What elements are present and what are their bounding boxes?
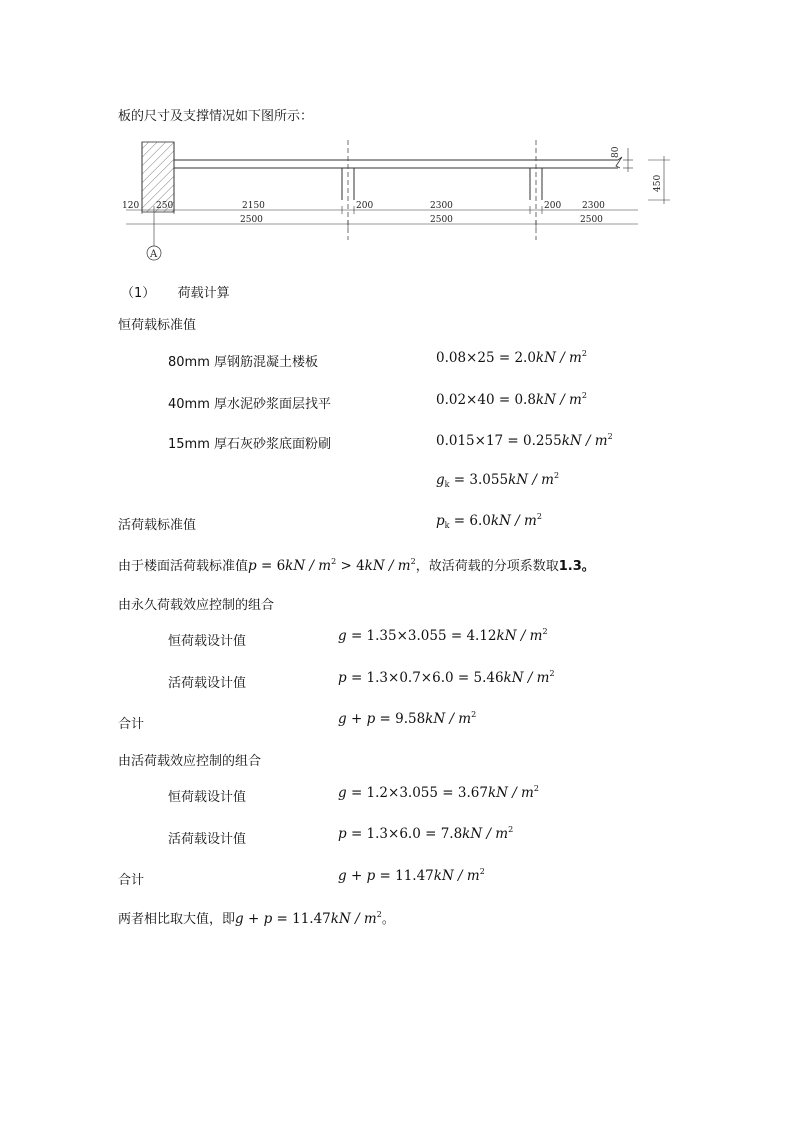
dim-250: 250 bbox=[156, 201, 174, 211]
section-heading bbox=[121, 282, 230, 301]
slab-support-diagram bbox=[118, 130, 678, 270]
dead-load-label-2: 40mm 厚水泥砂浆面层找平 bbox=[168, 397, 332, 412]
dim-2500-c: 2500 bbox=[580, 215, 603, 225]
combo2-total-expr: $g + p = 11.47kN / m^2$ bbox=[338, 867, 485, 884]
section-number: （1） bbox=[121, 286, 156, 301]
live-load-expr: $p_k = 6.0kN / m^2$ bbox=[436, 512, 542, 530]
combo1-dead-expr: $g = 1.35\times 3.055 = 4.12kN / m^2$ bbox=[338, 627, 548, 644]
dim-120: 120 bbox=[122, 201, 140, 211]
combo2-dead-expr: $g = 1.2\times 3.055 = 3.67kN / m^2$ bbox=[338, 784, 539, 801]
dim-2300-b: 2300 bbox=[582, 201, 605, 211]
section-title: 荷载计算 bbox=[177, 286, 230, 301]
dead-load-expr-1: $0.08\times 25 = 2.0kN / m^2$ bbox=[436, 349, 587, 366]
dim-slab-thickness: 80 bbox=[611, 146, 621, 158]
combo1-live-expr: $p = 1.3\times 0.7\times 6.0 = 5.46kN / m^2$ bbox=[338, 669, 555, 686]
gk-total: $g_k = 3.055kN / m^2$ bbox=[436, 471, 560, 489]
dim-2150: 2150 bbox=[242, 201, 265, 211]
dim-beam-height: 450 bbox=[653, 174, 663, 192]
dim-200-b: 200 bbox=[544, 201, 562, 211]
combo2-live-expr: $p = 1.3\times 6.0 = 7.8kN / m^2$ bbox=[338, 825, 514, 842]
axis-label: A bbox=[150, 249, 158, 260]
combo2-live-label: 活荷载设计值 bbox=[168, 832, 247, 847]
conclusion: 两者相比取大值，即$g + p = 11.47kN / m^2$。 bbox=[118, 910, 395, 927]
combo1-title: 由永久荷载效应控制的组合 bbox=[118, 598, 275, 613]
combo1-total-expr: $g + p = 9.58kN / m^2$ bbox=[338, 710, 477, 727]
combo1-total-label: 合计 bbox=[118, 717, 145, 732]
combo2-total-label: 合计 bbox=[118, 873, 145, 888]
dead-load-label-1: 80mm 厚钢筋混凝土楼板 bbox=[168, 355, 319, 370]
combo1-live-label: 活荷载设计值 bbox=[168, 676, 247, 691]
dead-load-expr-3: $0.015\times 17 = 0.255kN / m^2$ bbox=[436, 432, 613, 449]
combo1-dead-label: 恒荷载设计值 bbox=[168, 634, 247, 649]
dead-load-title: 恒荷载标准值 bbox=[118, 318, 197, 333]
combo2-title: 由活荷载效应控制的组合 bbox=[118, 754, 262, 769]
combo2-dead-label: 恒荷载设计值 bbox=[168, 790, 247, 805]
dead-load-expr-2: $0.02\times 40 = 0.8kN / m^2$ bbox=[436, 391, 587, 408]
live-load-label: 活荷载标准值 bbox=[118, 518, 197, 533]
dim-200-a: 200 bbox=[356, 201, 374, 211]
dim-2500-b: 2500 bbox=[430, 215, 453, 225]
dim-2500-a: 2500 bbox=[240, 215, 263, 225]
dead-load-label-3: 15mm 厚石灰砂浆底面粉刷 bbox=[168, 437, 332, 452]
dim-2300-a: 2300 bbox=[430, 201, 453, 211]
factor-note: 由于楼面活荷载标准值$p = 6kN / m^2 > 4kN / m^2$，故活荷载的分项系数取1.3。 bbox=[118, 557, 595, 574]
intro-text: 板的尺寸及支撑情况如下图所示： bbox=[118, 109, 314, 124]
